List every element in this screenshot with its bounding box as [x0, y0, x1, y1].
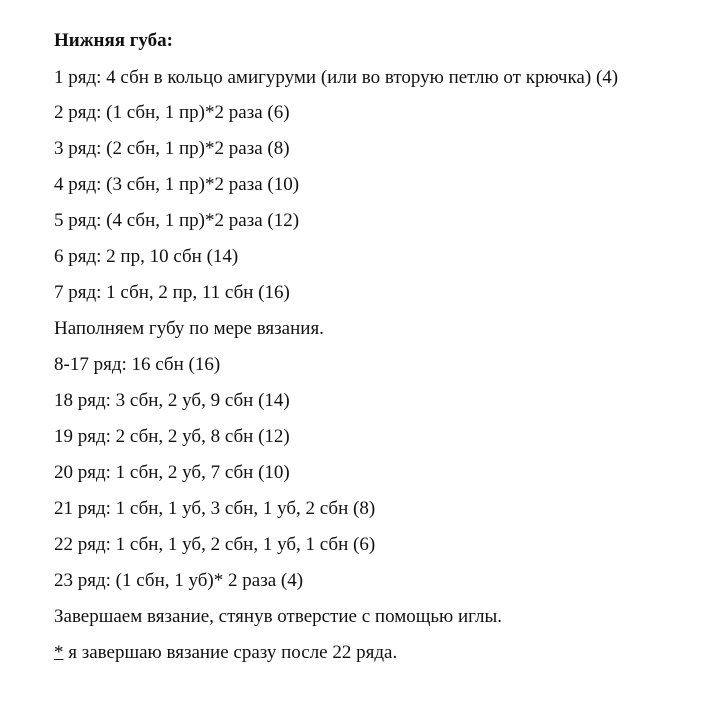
document [54, 30, 684, 677]
row-23: 23 ряд: (1 сбн, 1 уб)* 2 раза (4) [54, 570, 304, 591]
finish-instruction: Завершаем вязание, стянув отверстие с помощью иглы. [54, 606, 502, 627]
row-8-17: 8-17 ряд: 16 сбн (16) [54, 354, 221, 375]
row-20: 20 ряд: 1 сбн, 2 уб, 7 сбн (10) [54, 462, 290, 483]
row-2: 2 ряд: (1 сбн, 1 пр)*2 раза (6) [54, 102, 290, 123]
stuffing-instruction: Наполняем губу по мере вязания. [54, 318, 324, 339]
row-18: 18 ряд: 3 сбн, 2 уб, 9 сбн (14) [54, 390, 290, 411]
footnote-text: я завершаю вязание сразу после 22 ряда. [63, 642, 398, 663]
section-title: Нижняя губа: [54, 30, 173, 51]
row-7: 7 ряд: 1 сбн, 2 пр, 11 сбн (16) [54, 282, 290, 303]
row-6: 6 ряд: 2 пр, 10 сбн (14) [54, 246, 239, 267]
row-21: 21 ряд: 1 сбн, 1 уб, 3 сбн, 1 уб, 2 сбн (8) [54, 498, 376, 519]
row-1: 1 ряд: 4 сбн в кольцо амигуруми (или во вторую петлю от крючка) (4) [54, 67, 619, 88]
row-5: 5 ряд: (4 сбн, 1 пр)*2 раза (12) [54, 210, 300, 231]
footnote-mark: * [54, 642, 64, 663]
footnote [54, 641, 684, 665]
row-4: 4 ряд: (3 сбн, 1 пр)*2 раза (10) [54, 174, 300, 195]
row-22: 22 ряд: 1 сбн, 1 уб, 2 сбн, 1 уб, 1 сбн (6) [54, 534, 376, 555]
row-19: 19 ряд: 2 сбн, 2 уб, 8 сбн (12) [54, 426, 290, 447]
row-3: 3 ряд: (2 сбн, 1 пр)*2 раза (8) [54, 138, 290, 159]
